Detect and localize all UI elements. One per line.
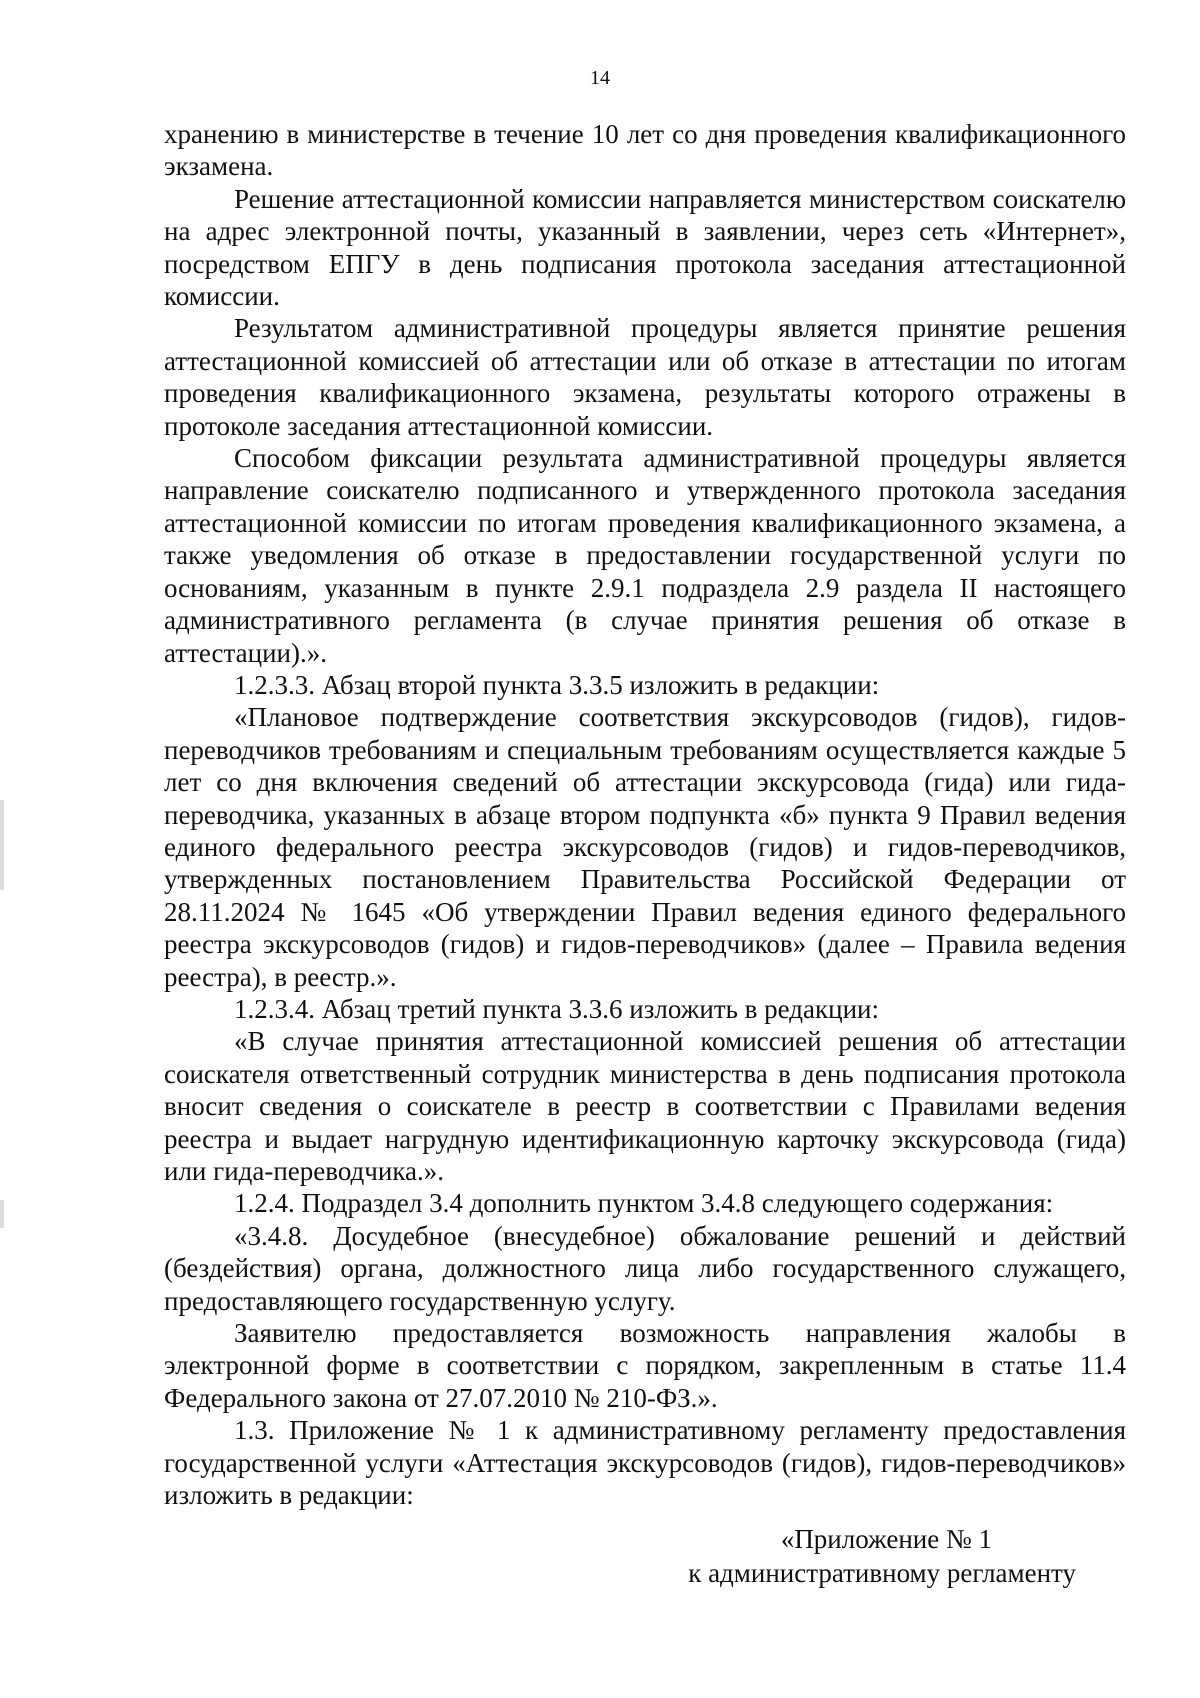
paragraph: «Плановое подтверждение соответствия экскурсоводов (гидов), гидов-переводчиков требованиям и специальным требованиям осуществляется каждые 5 лет со дня включения сведений об аттестации экскурсовода (гида) или гида-переводчика, указанных в абзаце втором подпункта «б» пункта 9 Правил ведения единого федерального реестра экскурсоводов (гидов) и гидов-переводчиков, утвержденных постановлением Правительства Российской Федерации от 28.11.2024 № 1645 «Об утверждении Правил ведения единого федерального реестра экскурсоводов (гидов) и гидов-переводчиков» (далее – Правила ведения реестра), в реестр.». <box>164 702 1126 992</box>
paragraph: Результатом административной процедуры является принятие решения аттестационной комиссией об аттестации или об отказе в аттестации по итогам проведения квалификационного экзамена, результаты которого отражены в протоколе заседания аттестационной комиссии. <box>164 313 1126 441</box>
paragraph: Решение аттестационной комиссии направляется министерством соискателю на адрес электронной почты, указанный в заявлении, через сеть «Интернет», посредством ЕПГУ в день подписания протокола заседания аттестационной комиссии. <box>164 183 1126 312</box>
paragraph: 1.2.3.4. Абзац третий пункта 3.3.6 изложить в редакции: <box>234 993 879 1024</box>
paragraph: 1.3. Приложение № 1 к административному регламенту предоставления государственной услуги «Аттестация экскурсоводов (гидов), гидов-переводчиков» изложить в редакции: <box>164 1415 1126 1511</box>
document-body <box>164 118 1126 1511</box>
paragraph: Заявителю предоставляется возможность направления жалобы в электронной форме в соответствии с порядком, закрепленным в статье 11.4 Федерального закона от 27.07.2010 № 210-ФЗ.». <box>164 1318 1126 1413</box>
appendix-title: «Приложение № 1 <box>780 1524 992 1554</box>
page-number: 14 <box>590 67 610 89</box>
paragraph: 1.2.4. Подраздел 3.4 дополнить пунктом 3.4.8 следующего содержания: <box>234 1188 1054 1219</box>
appendix-header <box>688 1522 1076 1590</box>
paragraph: «В случае принятия аттестационной комиссией решения об аттестации соискателя ответственный сотрудник министерства в день подписания протокола вносит сведения о соискателе в реестр в соответствии с Правилами ведения реестра и выдает нагрудную идентификационную карточку экскурсовода (гида) или гида-переводчика.». <box>164 1026 1126 1186</box>
paragraph: «3.4.8. Досудебное (внесудебное) обжалование решений и действий (бездействия) органа, должностного лица либо государственного служащего, предоставляющего государственную услугу. <box>164 1220 1126 1316</box>
paragraph: 1.2.3.3. Абзац второй пункта 3.3.5 изложить в редакции: <box>234 669 880 700</box>
appendix-subtitle: к административному регламенту <box>688 1558 1076 1588</box>
paragraph: Способом фиксации результата административной процедуры является направление соискателю подписанного и утвержденного протокола заседания аттестационной комиссии по итогам проведения квалификационного экзамена, а также уведомления об отказе в предоставлении государственной услуги по основаниям, указанным в пункте 2.9.1 подраздела 2.9 раздела II настоящего административного регламента (в случае принятия решения об отказе в аттестации).». <box>164 443 1126 668</box>
scan-artifact <box>0 1200 4 1228</box>
scan-artifact <box>0 800 4 890</box>
paragraph: хранению в министерстве в течение 10 лет со дня проведения квалификационного экзамена. <box>164 119 1126 182</box>
